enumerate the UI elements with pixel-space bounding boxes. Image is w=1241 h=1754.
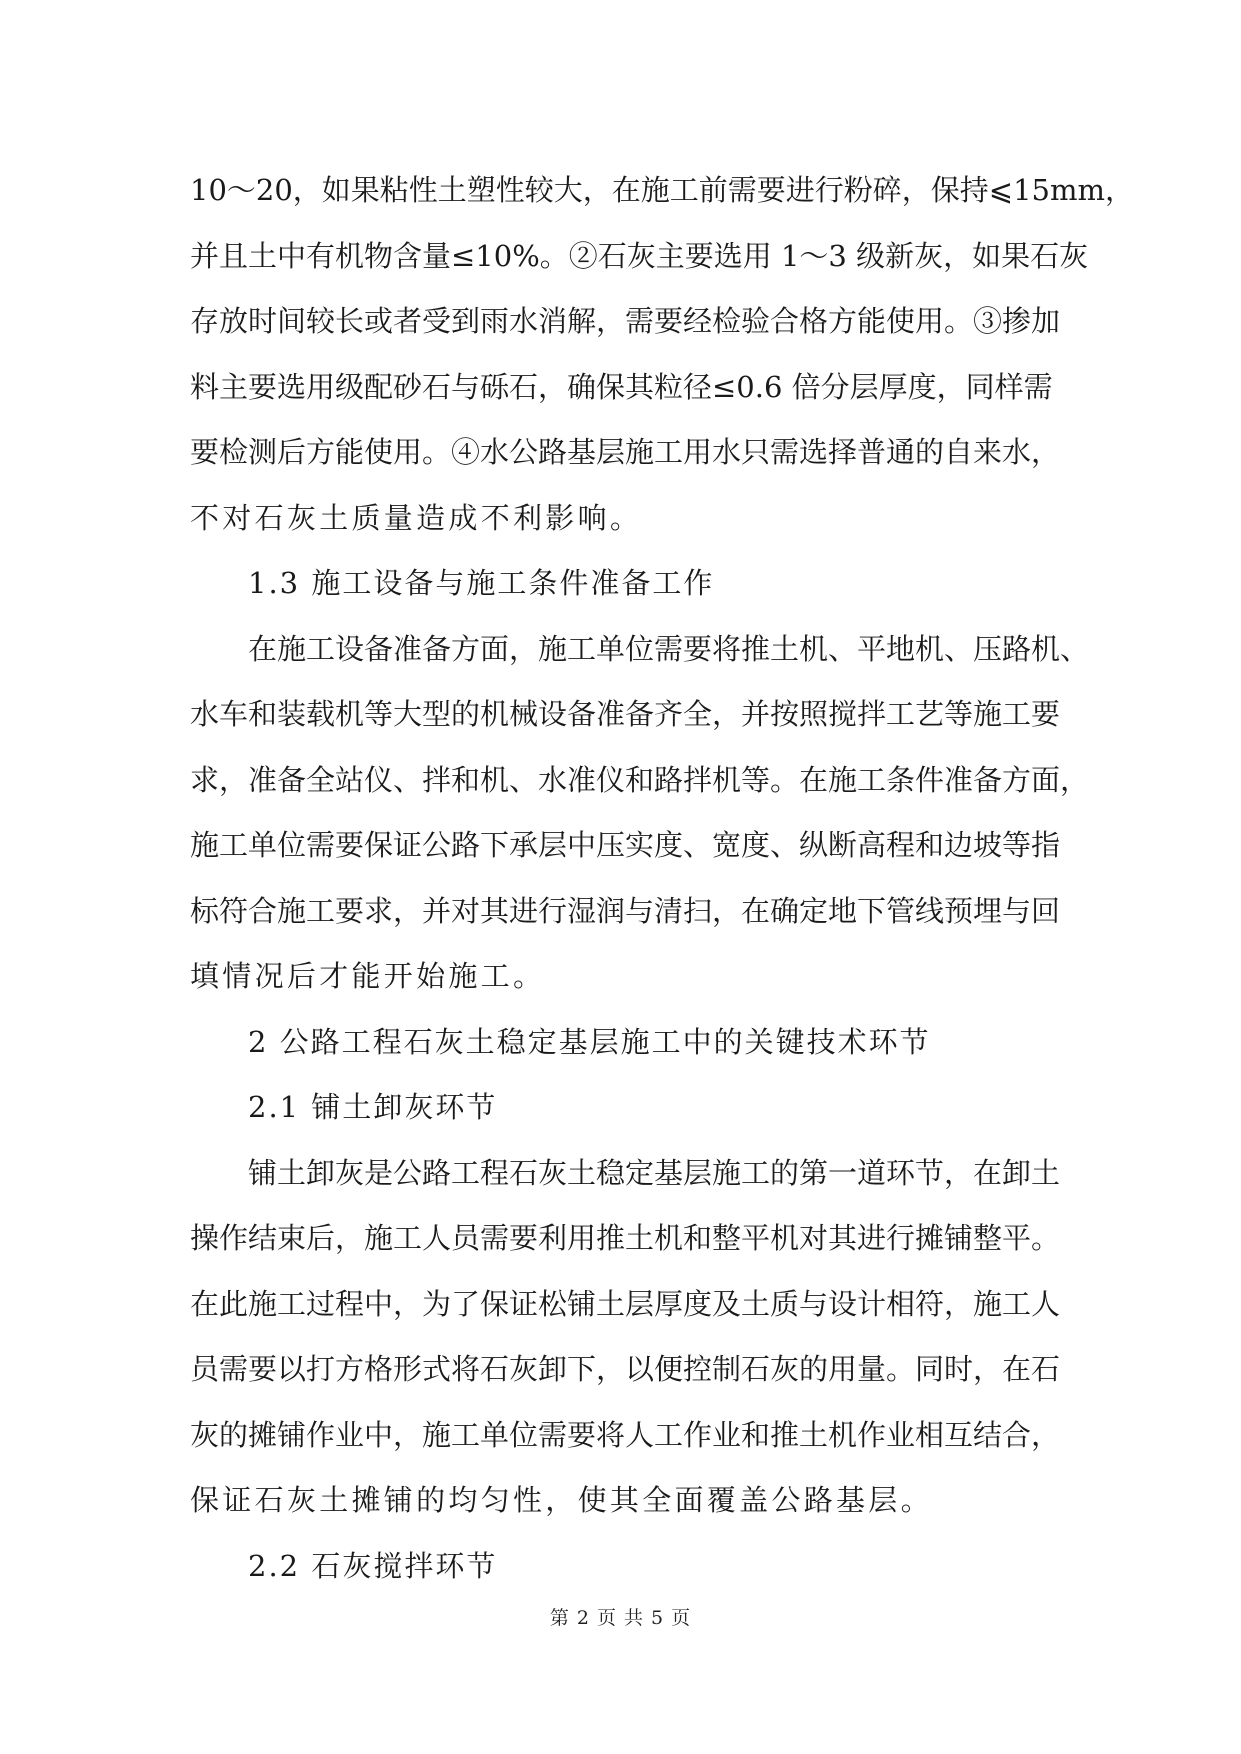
document-body (190, 158, 1135, 1599)
section-heading: 2 公路工程石灰土稳定基层施工中的关键技术环节 (248, 1024, 931, 1059)
paragraph-line: 水车和装载机等大型的机械设备准备齐全，并按照搅拌工艺等施工要 (190, 697, 1061, 731)
paragraph-line: 料主要选用级配砂石与砾石，确保其粒径≤0.6 倍分层厚度，同样需 (190, 369, 1053, 404)
page-number-footer: 第 2 页 共 5 页 (549, 1607, 692, 1629)
paragraph-line: 操作结束后，施工人员需要利用推土机和整平机对其进行摊铺整平。 (190, 1221, 1061, 1255)
paragraph-line: 员需要以打方格形式将石灰卸下，以便控制石灰的用量。同时，在石 (190, 1352, 1061, 1386)
paragraph-line: 要检测后方能使用。④水公路基层施工用水只需选择普通的自来水， (190, 435, 1061, 469)
paragraph-line: 求，准备全站仪、拌和机、水准仪和路拌机等。在施工条件准备方面， (190, 762, 1090, 797)
subsection-heading: 2.2 石灰搅拌环节 (248, 1548, 498, 1583)
paragraph-line: 并且土中有机物含量≤10%。②石灰主要选用 1～3 级新灰，如果石灰 (190, 238, 1089, 273)
paragraph-line: 标符合施工要求，并对其进行湿润与清扫，在确定地下管线预埋与回 (190, 893, 1061, 928)
paragraph-line: 在此施工过程中，为了保证松铺土层厚度及土质与设计相符，施工人 (190, 1286, 1061, 1321)
paragraph-line: 灰的摊铺作业中，施工单位需要将人工作业和推土机作业相互结合， (190, 1417, 1061, 1452)
paragraph-line: 存放时间较长或者受到雨水消解，需要经检验合格方能使用。③掺加 (190, 304, 1061, 338)
paragraph-line: 铺土卸灰是公路工程石灰土稳定基层施工的第一道环节，在卸土 (248, 1155, 1061, 1190)
paragraph-line: 10～20，如果粘性土塑性较大，在施工前需要进行粉碎，保持⩽15mm， (190, 173, 1135, 207)
paragraph-line: 不对石灰土质量造成不利影响。 (190, 500, 643, 535)
paragraph-line: 填情况后才能开始施工。 (190, 959, 546, 993)
subsection-heading: 2.1 铺土卸灰环节 (248, 1090, 498, 1124)
paragraph-line: 保证石灰土摊铺的均匀性，使其全面覆盖公路基层。 (190, 1483, 933, 1517)
paragraph-line: 施工单位需要保证公路下承层中压实度、宽度、纵断高程和边坡等指 (190, 828, 1061, 862)
paragraph-line: 在施工设备准备方面，施工单位需要将推土机、平地机、压路机、 (248, 631, 1090, 666)
section-heading: 1.3 施工设备与施工条件准备工作 (248, 566, 715, 600)
